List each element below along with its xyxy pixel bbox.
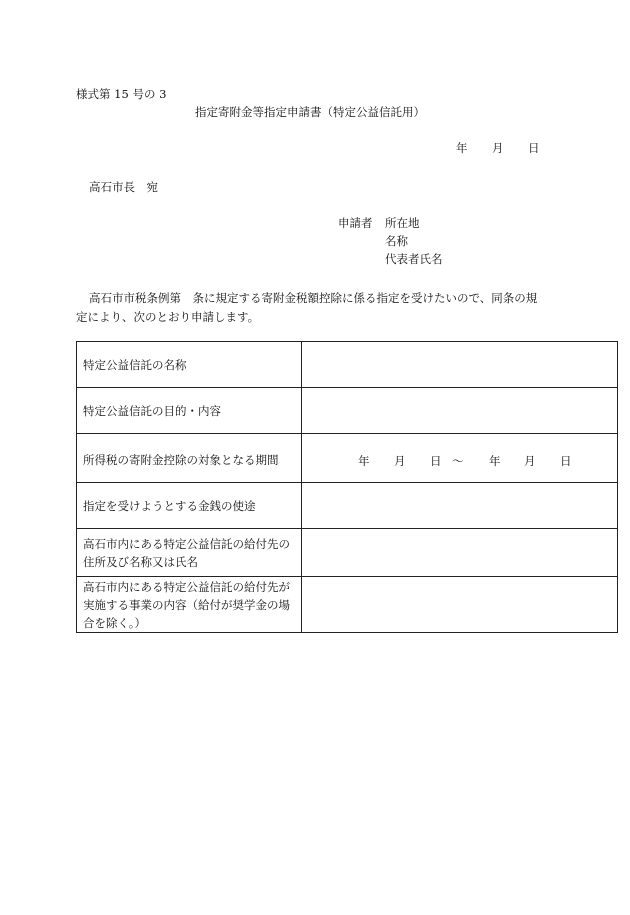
table-row (77, 342, 618, 388)
date-day-label: 日 (528, 141, 540, 155)
applicant-address-label: 所在地 (385, 216, 420, 230)
trust-name-field[interactable] (302, 342, 618, 388)
fund-usage-field[interactable] (302, 483, 618, 529)
beneficiary-address-field[interactable] (302, 529, 618, 577)
body-text-line-1: 高石市市税条例第 条に規定する寄附金税額控除に係る指定を受けたいので、同条の規 (89, 291, 538, 305)
period-start-month: 月 (394, 453, 406, 468)
form-number: 様式第 15 号の 3 (76, 87, 167, 101)
table-row (77, 529, 618, 577)
trust-purpose-label: 特定公益信託の目的・内容 (77, 388, 302, 434)
document-title: 指定寄附金等指定申請書（特定公益信託用） (195, 105, 425, 119)
period-end-month: 月 (524, 453, 536, 468)
applicant-name-label: 名称 (385, 234, 408, 248)
period-end-year: 年 (489, 453, 501, 468)
deduction-period-field[interactable] (302, 434, 618, 483)
beneficiary-address-label: 高石市内にある特定公益信託の給付先の住所及び名称又は氏名 (77, 529, 302, 577)
table-row (77, 434, 618, 483)
period-separator: ～ (452, 453, 464, 468)
trust-purpose-field[interactable] (302, 388, 618, 434)
application-table (76, 341, 618, 633)
period-end-day: 日 (560, 453, 572, 468)
table-row (77, 388, 618, 434)
applicant-label: 申請者 (338, 216, 373, 230)
beneficiary-project-field[interactable] (302, 577, 618, 633)
period-start-day: 日 (430, 453, 442, 468)
addressee: 高石市長 宛 (89, 180, 158, 194)
table-row (77, 577, 618, 633)
date-month-label: 月 (492, 141, 504, 155)
date-year-label: 年 (456, 141, 468, 155)
table-row (77, 483, 618, 529)
applicant-representative-label: 代表者氏名 (385, 252, 443, 266)
period-start-year: 年 (358, 453, 370, 468)
trust-name-label: 特定公益信託の名称 (77, 342, 302, 388)
deduction-period-label: 所得税の寄附金控除の対象となる期間 (77, 434, 302, 483)
body-text-line-2: 定により、次のとおり申請します。 (76, 310, 260, 324)
beneficiary-project-label: 高石市内にある特定公益信託の給付先が実施する事業の内容（給付が奨学金の場合を除く。） (77, 577, 302, 633)
fund-usage-label: 指定を受けようとする金銭の使途 (77, 483, 302, 529)
